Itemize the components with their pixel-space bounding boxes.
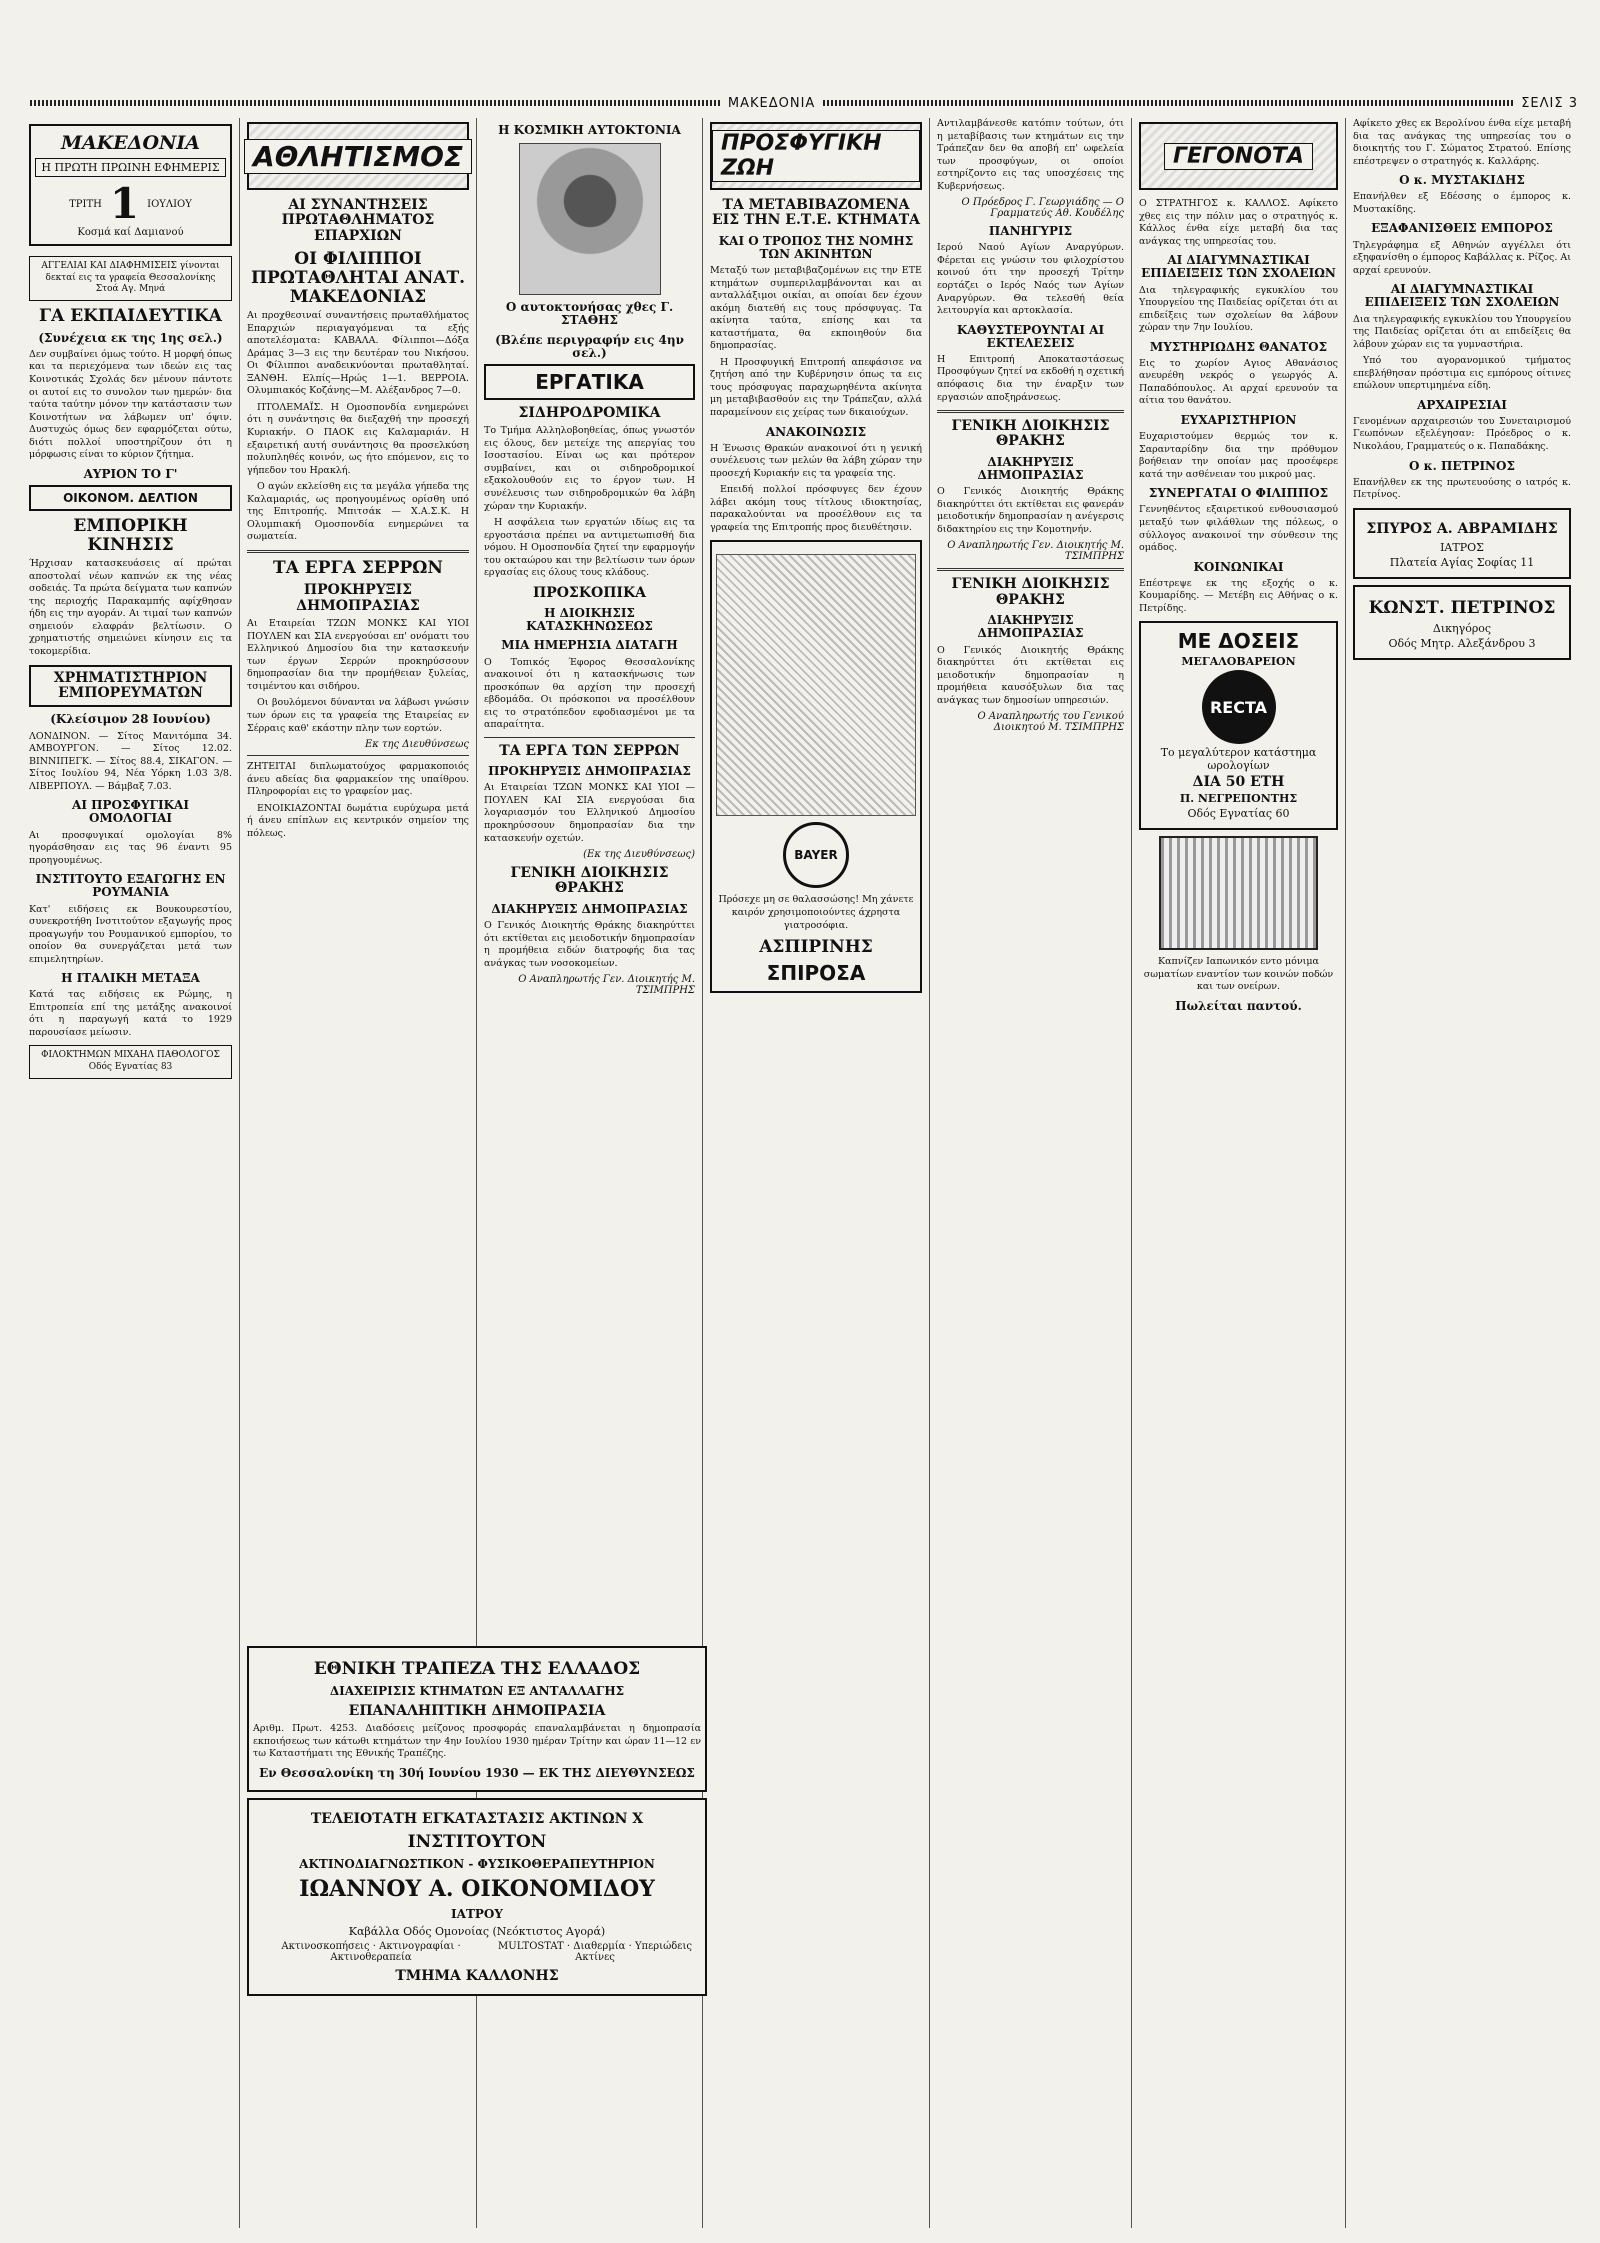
bank-sub: ΔΙΑΧΕΙΡΙΣΙΣ ΚΤΗΜΑΤΩΝ ΕΞ ΑΝΤΑΛΛΑΓΗΣ <box>329 1683 625 1698</box>
recta-text: Το μεγαλύτερον κατάστημα ωρολογίων <box>1160 746 1317 773</box>
heading-declaration: ΔΙΑΚΗΡΥΞΙΣ ΔΗΜΟΠΡΑΣΙΑΣ <box>491 901 688 916</box>
bank-ad <box>247 1646 707 1792</box>
heading-serres-works: ΤΑ ΕΡΓΑ ΣΕΡΡΩΝ <box>273 557 443 578</box>
rule-left <box>30 100 720 106</box>
heading-education: ΓΑ ΕΚΠΑΙΔΕΥΤΙΚΑ <box>39 306 222 327</box>
heading-school-shows: ΑΙ ΔΙΑΓΥΜΝΑΣΤΙΚΑΙ ΕΠΙΔΕΙΞΕΙΣ ΤΩΝ ΣΧΟΛΕΙΩΝ <box>1141 253 1336 281</box>
heading-philippi: ΟΙ ΦΙΛΙΠΠΟΙ ΠΡΩΤΑΘΛΗΤΑΙ ΑΝΑΤ. ΜΑΚΕΔΟΝΙΑΣ <box>250 249 466 307</box>
divider <box>484 737 695 738</box>
scouts-text: Ο Τοπικός Έφορος Θεσσαλονίκης ανακοινοί ότι η κατασκήνωσις των προσκόπων θα αρχίση την προσεχή εβδομάδα. Οι πρόσκοποι να προσέλθουν εις το στρατόπεδον εφοδιασμένοι με τα απαραίτητα. <box>484 656 695 731</box>
column-6 <box>1132 118 1346 2228</box>
heading-missing-merchant: ΕΞΑΦΑΝΙΣΘΕΙΣ ΕΜΠΟΡΟΣ <box>1371 221 1553 236</box>
bayer-logo: BAYER <box>783 822 849 888</box>
events-banner <box>1139 122 1338 190</box>
refugee-text-3: Η Ένωσις Θρακών ανακοινοί ότι η γενική συνέλευσις των μελών θα λάβη χώραν την προσεχή Κυριακήν εις τα γραφεία της. <box>710 442 922 479</box>
news-text-1: Αφίκετο χθες εκ Βερολίνου ένθα είχε μεταβή δια τας ανάγκας της υπηρεσίας του ο διοικητής του Γ. Σώματος Στρατού. Επίσης επέστρεψεν ο στρατηγός κ. Καλλάρης. <box>1353 118 1571 167</box>
heading-social: ΚΟΙΝΩΝΙΚΑΙ <box>1193 559 1284 574</box>
heading-petrinos: Ο κ. ΠΕΤΡΙΝΟΣ <box>1409 458 1515 473</box>
xray-services <box>253 1941 701 1963</box>
refugee-sign: Ο Πρόεδρος Γ. Γεωργιάδης — Ο Γραμματεύς Αθ. Κουδέλης <box>961 197 1124 220</box>
page-label: ΣΕΛΙΣ 3 <box>1521 95 1578 111</box>
heading-school-exhibits: ΑΙ ΔΙΑΓΥΜΝΑΣΤΙΚΑΙ ΕΠΙΔΕΙΞΕΙΣ ΤΩΝ ΣΧΟΛΕΙΩΝ <box>1364 282 1560 310</box>
news-text-4: Δια τηλεγραφικής εγκυκλίου του Υπουργείου της Παιδείας ορίζεται ότι αι επιδείξεις θα λάβουν χώραν εις τα γυμναστήρια. <box>1353 313 1571 350</box>
thrace-sign-3: Ο Αναπληρωτής του Γενικού Διοικητού Μ. ΤΣΙΜΠΡΗΣ <box>977 711 1124 734</box>
xray-ad <box>247 1798 707 1996</box>
doctor-ad: ΦΙΛΟΚΤΗΜΩΝ ΜΙΧΑΗΛ ΠΑΘΟΛΟΓΟΣ Οδός Εγνατίας 83 <box>29 1045 232 1078</box>
thrace-sign-2: Ο Αναπληρωτής Γεν. Διοικητής Μ. ΤΣΙΜΠΡΗΣ <box>947 540 1124 563</box>
heading-cooperatives: ΑΙ ΠΡΟΣΦΥΓΙΚΑΙ ΟΜΟΛΟΓΙΑΙ <box>72 798 189 826</box>
cooperatives-text: Αι προσφυγικαί ομολογίαι 8% ηγοράσθησαν εις τας 96 έναντι 95 προηγουμένως. <box>29 829 232 866</box>
heading-tenure: ΚΑΙ Ο ΤΡΟΠΟΣ ΤΗΣ ΝΟΜΗΣ ΤΩΝ ΑΚΙΝΗΤΩΝ <box>718 233 914 261</box>
heading-institute: ΙΝΣΤΙΤΟΥΤΟ ΕΞΑΓΩΓΗΣ ΕΝ ΡΟΥΜΑΝΙΑ <box>35 872 226 900</box>
heading-thanks: ΕΥΧΑΡΙΣΤΗΡΙΟΝ <box>1180 412 1297 427</box>
lawyer-name: ΚΩΝΣΤ. ΠΕΤΡΙΝΟΣ <box>1368 598 1556 619</box>
xray-address: Καβάλλα Οδός Ομονοίας (Νεόκτιστος Αγορά) <box>348 1924 606 1938</box>
thrace-sign: Ο Αναπληρωτής Γεν. Διοικητής Μ. ΤΣΙΜΠΡΗΣ <box>518 974 695 997</box>
divider <box>937 410 1124 413</box>
recta-store: ΜΕΓΑΛΟΒΑΡΕΙΟΝ <box>1181 655 1296 669</box>
heading-mystery-death: ΜΥΣΤΗΡΙΩΔΗΣ ΘΑΝΑΤΟΣ <box>1149 339 1328 354</box>
refugee-banner-title: ΠΡΟΣΦΥΓΙΚΗ ΖΩΗ <box>712 130 920 182</box>
recta-logo: RECTA <box>1202 670 1276 744</box>
xray-footer: ΤΜΗΜΑ ΚΑΛΛΟΝΗΣ <box>395 1967 559 1984</box>
refugee-text-4: Επειδή πολλοί πρόσφυγες δεν έχουν λάβει ακόμη τους τίτλους ιδιοκτησίας, παρακαλούνται να προσέλθουν εις τα γραφεία της Επιτροπής προς διευθέτησιν. <box>710 484 922 533</box>
tender-text-1: Αι Εταιρείαι ΤΖΩΝ ΜΟΝΚΣ ΚΑΙ ΥΙΟΙ ΠΟΥΛΕΝ και ΣΙΑ ενεργούσαι επ' ονόματι του Ελληνικού Δημοσίου δια την κατασκευήν των έργων Σερρών προκηρύσσουν δημοπρασίαν δια την προμήθειαν ξυλείας, τσιμέντου και σιδήρου. <box>247 618 469 692</box>
recta-price: ΔΙΑ 50 ΕΤΗ <box>1192 774 1285 791</box>
portrait-image <box>519 143 661 295</box>
sports-banner-title: ΑΘΛΗΤΙΣΜΟΣ <box>244 139 472 174</box>
column-1 <box>22 118 240 2228</box>
divider <box>247 550 469 553</box>
divider <box>247 755 469 756</box>
cigarette-sub: Πωλείται παντού. <box>1175 998 1302 1013</box>
doctor-ad-1 <box>1353 508 1571 579</box>
education-text: Δεν συμβαίνει όμως τούτο. Η μορφή όπως και τα περιεχόμενα των ιδεών εις τας Κοινοτικάς Σχολάς δεν μένουν πάντοτε οι αυτοί εις το συνολον των ημερών· δια ταύτα ταύτην μόνον την κατάστασιν των Κοινοτήτων να λάβωμεν υπ' όψιν. Δυστυχώς όμως δεν εφαρμόζεται ούτω, διότι πολλοί υποστηρίζουν ότι η μόρφωσις είναι το κύριον ζήτημα. <box>29 348 233 461</box>
sports-banner <box>247 122 469 190</box>
heading-exchange: ΧΡΗΜΑΤΙΣΤΗΡΙΟΝ ΕΜΠΟΡΕΥΜΑΤΩΝ <box>29 665 232 708</box>
heading-tender-2: ΠΡΟΚΗΡΥΞΙΣ ΔΗΜΟΠΡΑΣΙΑΣ <box>488 764 691 779</box>
heading-mystakidis: Ο κ. ΜΥΣΤΑΚΙΔΗΣ <box>1399 173 1525 188</box>
news-text-3: Τηλεγράφημα εξ Αθηνών αγγέλλει ότι εξηφανίσθη ο έμπορος Καβάλλας κ. Ρίζος. Αι αρχαί ερευνούν. <box>1353 239 1571 276</box>
bank-text: Αριθμ. Πρωτ. 4253. Διαδόσεις μείζονος προσφοράς επαναλαμβάνεται η δημοπρασία εκποιήσεως των κάτωθι κτημάτων την 4ην Ιουλίου 1930 ημέραν Τρίτην και ώραν 11—12 εν τω Καταστήματι της Εθνικής Τραπέζης. <box>253 1723 701 1760</box>
doctor-1-name: ΣΠΥΡΟΣ Α. ΑΒΡΑΜΙΔΗΣ <box>1366 520 1558 537</box>
heading-tender: ΠΡΟΚΗΡΥΞΙΣ ΔΗΜΟΠΡΑΣΙΑΣ <box>296 582 420 614</box>
sports-text-2: ΠΤΟΛΕΜΑΪΣ. Η Ομοσπονδία ενημερώνει ότι η συνάντησις θα διεξαχθή την προσεχή Κυριακήν. Ο ΠΑΟΚ εις Καλαμαριάν. Η εξαιρετική αυτή συνάντησις θα προσελκύση πολυπληθές κοινόν, ως ήτο επόμενον, εις το γήπεδον του Ηρακλή. <box>247 401 469 476</box>
paper-mast <box>29 124 232 246</box>
refugee-banner <box>710 122 922 190</box>
events-text-1: Ο ΣΤΡΑΤΗΓΟΣ κ. ΚΑΛΛΟΣ. Αφίκετο χθες εις την πόλιν μας ο στρατηγός κ. Κάλλος ένθα είχε μεταβή δια τας ανάγκας της υπηρεσίας του. <box>1139 198 1338 247</box>
lawyer-ad <box>1353 585 1571 660</box>
column-5 <box>930 118 1132 2228</box>
xray-doctor-title: ΙΑΤΡΟΥ <box>451 1906 503 1921</box>
tender-text-2: Οι βουλόμενοι δύνανται να λάβωσι γνώσιν των όρων εις τα γραφεία της Εταιρείας εν Σέρραις καθ' εκάστην πλην των εορτών. <box>247 697 469 734</box>
column-4 <box>703 118 930 2228</box>
sports-text-3: Ο αγών εκλείσθη εις τα μεγάλα γήπεδα της Καλαμαριάς, ως προηγουμένως ορίσθη υπό της Επιτροπής. Μπιτσάκ — Χ.Α.Σ.Κ. Η Ολυμπιακή Ομοσπονδία ενημερώνει τα σωματεία. <box>247 481 469 543</box>
commerce-text: Ήρχισαν κατασκευάσεις αί πρώται αποστολαί νέων καπνών εκ της νέας σοδειάς. Τα πρώτα δείγματα των καπνών της περιοχής Παρακαμπής αφίχθησαν ήδη εις την αγοράν. Αι τιμαί των καπνών σημειούν ελαφράν βελτίωσιν. Ο χρηματιστής σημειώνει κίνησιν εις τα τοκομερίδια. <box>29 558 232 657</box>
events-text-6: Επέστρεψε εκ της εξοχής ο κ. Κουμαρίδης. — Μετέβη εις Αθήνας ο κ. Πετρίδης. <box>1139 577 1338 614</box>
date-row <box>35 179 226 228</box>
events-text-5: Γεννηθέντος εξαιρετικού ενθουσιασμού μεταξύ των φιλάθλων της πόλεως, ο σύλλογος ανακοινοί την σύνθεσιν της ομάδος. <box>1139 504 1338 554</box>
italian-text: Κατά τας ειδήσεις εκ Ρώμης, η Επιτροπεία επί της μετάξης ανακοινοί ότι η παραγωγή κατά το 1929 παρουσίασε μείωσιν. <box>29 989 232 1038</box>
education-sub: (Συνέχεια εκ της 1ης σελ.) <box>38 330 223 345</box>
heading-order: ΜΙΑ ΗΜΕΡΗΣΙΑ ΔΙΑΤΑΓΗ <box>501 638 678 653</box>
railway-text-1: Το Τμήμα Αλληλοβοηθείας, όπως γνωστόν εις όλους, δεν μετείχε της απεργίας του Ισοστασίου. Είναι ως και πρότερον συμβαίνει, και οι σιδηροδρομικοί εξακολουθούν εις το έργον των. Η συνέλευσις των σιδηροδρομικών θα λάβη χώραν την Κυριακήν. <box>484 425 695 512</box>
heading-scouts: ΠΡΟΣΚΟΠΙΚΑ <box>532 584 646 601</box>
portrait-caption: Ο αυτοκτονήσας χθες Γ. ΣΤΑΘΗΣ <box>505 300 674 328</box>
xray-services-left: Ακτινοσκοπήσεις · Ακτινογραφίαι · Ακτινοθεραπεία <box>281 1940 461 1963</box>
heading-declaration-2: ΔΙΑΚΗΡΥΞΙΣ ΔΗΜΟΠΡΑΣΙΑΣ <box>977 454 1084 483</box>
events-banner-title: ΓΕΓΟΝΟΤΑ <box>1164 143 1313 170</box>
lawyer-title: Δικηγόρος <box>1432 621 1492 635</box>
feast-text: Ιερού Ναού Αγίων Αναργύρων. Φέρεται εις γνώσιν του φιλοχρίστου κοινού ότι την προσεχή Τρίτην εορτάζει ο Ιερός Ναός των Αγίων Αναργύρων. Θα τελεσθή θεία λειτουργία και αρτοκλασία. <box>937 242 1124 317</box>
heading-railway: ΣΙΔΗΡΟΔΡΟΜΙΚΑ <box>518 404 661 421</box>
rule-right <box>823 100 1513 106</box>
paper-name: ΜΑΚΕΔΟΝΙΑ <box>727 95 816 111</box>
bayer-tag: ΣΠΙΡΟΣΑ <box>766 960 866 985</box>
bayer-ad <box>710 540 922 992</box>
heading-commerce: ΕΜΠΟΡΙΚΗ ΚΙΝΗΣΙΣ <box>73 515 188 555</box>
portrait-caption-sub: (Βλέπε περιγραφήν εις 4ην σελ.) <box>495 332 684 360</box>
recta-ad <box>1139 621 1338 830</box>
xray-doctor: ΙΩΑΝΝΟΥ Α. ΟΙΚΟΝΟΜΙΔΟΥ <box>299 1876 655 1903</box>
news-text-5: Υπό του αγορανομικού τμήματος επεβλήθησαν πρόστιμα εις εμπόρους οίτινες επώλουν υπερτιμημένα είδη. <box>1353 355 1571 392</box>
tender-text-3: Αι Εταιρείαι ΤΖΩΝ ΜΟΝΚΣ ΚΑΙ ΥΙΟΙ — ΠΟΥΛΕΝ ΚΑΙ ΣΙΑ ενεργούσαι δια λογαριασμόν του Ελληνικού Δημοσίου προκηρύσσουν δημοπρασίαν δια την κατασκευήν οχετών. <box>484 782 695 844</box>
bank-notice <box>247 1640 707 2002</box>
econ-box: ΟΙΚΟΝΟΜ. ΔΕΛΤΙΟΝ <box>29 485 232 511</box>
sports-text-1: Αι προχθεσιναί συναντήσεις πρωταθλήματος Επαρχιών περιαγαγόμεναι τα εξής αποτελέσματα: ΚΑΒΑΛΑ. Φίλιπποι—Δόξα Δράμας 3—3 εις την δευτέραν του Νικήσου. Οι Φίλιπποι αναδεικνύονται πρωταθληταί. ΞΑΝΘΗ. Ελπίς—Ηρώς 1—1. ΒΕΡΡΟΙΑ. Ολυμπιακός Κοζάνης—Μ. Αλέξανδρος 7—0. <box>247 310 469 397</box>
doctor-1-title: ΙΑΤΡΟΣ <box>1440 541 1484 555</box>
news-text-2: Επανήλθεν εξ Εδέσσης ο έμπορος κ. Μυστακίδης. <box>1353 191 1571 215</box>
cigarette-box-image <box>1159 836 1318 950</box>
bank-auction: ΕΠΑΝΑΛΗΠΤΙΚΗ ΔΗΜΟΠΡΑΣΙΑ <box>348 1702 606 1719</box>
mast-name: ΜΑΚΕΔΟΝΙΑ <box>60 132 201 154</box>
column-7 <box>1346 118 1578 2228</box>
mast-sub: Η ΠΡΩΤΗ ΠΡΩΙΝΗ ΕΦΗΜΕΡΙΣ <box>35 158 226 177</box>
thrace-text: Ο Γενικός Διοικητής Θράκης διακηρύττει ότι εκτίθεται εις μειοδοτικήν δημοπρασίαν η προμήθεια ειδών διατροφής δια τας ανάγκας των νοσοκομείων. <box>484 920 695 969</box>
exchange-sub: (Κλείσιμον 28 Ιουνίου) <box>50 712 211 727</box>
divider <box>937 568 1124 571</box>
date-num: 1 <box>109 179 140 228</box>
ads-box: ΑΓΓΕΛΙΑΙ ΚΑΙ ΔΙΑΦΗΜΙΣΕΙΣ γίνονται δεκταί εις τα γραφεία Θεσσαλονίκης Στοά Αγ. Μηνά <box>29 256 232 301</box>
refugee-text-1: Μεταξύ των μεταβιβαζομένων εις την ΕΤΕ κτημάτων συμπεριλαμβάνονται και αι ανταλλάξιμοι οικίαι, αι οποίαι δεν έχουν ακόμη διατεθή εις τους πρόσφυγας. Τα ακίνητα ταύτα, επίσης και τα καταστήματα, θα εκποιηθούν δια δημοπρασίας. <box>710 265 922 352</box>
classified-2: ΕΝΟΙΚΙΑΖΟΝΤΑΙ δωμάτια ευρύχωρα μετά ή άνευ επίπλων εις κεντρικόν σημείον της πόλεως. <box>247 802 469 839</box>
heading-delays: ΚΑΘΥΣΤΕΡΟΥΝΤΑΙ ΑΙ ΕΚΤΕΛΕΣΕΙΣ <box>956 322 1105 350</box>
heading-serres-works-2: ΤΑ ΕΡΓΑ ΤΩΝ ΣΕΡΡΩΝ <box>499 742 680 759</box>
date-day: ΤΡΙΤΗ <box>69 198 102 210</box>
classified-1: ΖΗΤΕΙΤΑΙ διπλωματούχος φαρμακοποιός άνευ αδείας δια φαρμακείον της υπαίθρου. Πληροφορίαι εις το γραφείον μας. <box>247 761 469 798</box>
heading-camp: Η ΔΙΟΙΚΗΣΙΣ ΚΑΤΑΣΚΗΝΩΣΕΩΣ <box>526 606 653 634</box>
xray-institute: ΙΝΣΤΙΤΟΥΤΟΝ <box>407 1832 547 1853</box>
education-sign: ΑΥΡΙΟΝ ΤΟ Γ' <box>83 466 178 481</box>
heading-declaration-3: ΔΙΑΚΗΡΥΞΙΣ ΔΗΜΟΠΡΑΣΙΑΣ <box>977 613 1084 641</box>
events-text-3: Εις το χωρίον Αγιος Αθανάσιος ανευρέθη νεκρός ο γεωργός Α. Παπαδόπουλος. Αι αρχαί ερευνούν τα αίτια του θανάτου. <box>1139 357 1338 407</box>
recta-name: Π. ΝΕΓΡΕΠΟΝΤΗΣ <box>1179 792 1298 806</box>
recta-address: Οδός Εγνατίας 60 <box>1187 807 1290 821</box>
heading-announcement: ΑΝΑΚΟΙΝΩΣΙΣ <box>765 424 867 439</box>
events-text-4: Ευχαριστούμεν θερμώς τον κ. Σαρανταρίδην δια την πρόθυμον βοήθειαν την οποίαν μας προσέφερε κατά την ασθένειαν του μικρού μας. <box>1139 431 1338 480</box>
recta-heading: ΜΕ ΔΟΣΕΙΣ <box>1177 629 1300 654</box>
refugee-text-5: Αντιλαμβάνεσθε κατόπιν τούτων, ότι η μεταβίβασις των κτημάτων εις την Τράπεζαν δεν θα αποβή επ' ωφελεία των προσφύγων, οι οποίοι εστηρίζοντο εις τας υποσχέσεις της Κυβερνήσεως. <box>937 118 1124 192</box>
bank-footer: Εν Θεσσαλονίκη τη 30ή Ιουνίου 1930 — ΕΚ ΤΗΣ ΔΙΕΥΘΥΝΣΕΩΣ <box>259 1765 695 1780</box>
heading-elections: ΑΡΧΑΙΡΕΣΙΑΙ <box>1417 397 1507 412</box>
bank-title: ΕΘΝΙΚΗ ΤΡΑΠΕΖΑ ΤΗΣ ΕΛΛΑΔΟΣ <box>313 1659 641 1679</box>
xray-title: ΤΕΛΕΙΟΤΑΤΗ ΕΓΚΑΤΑΣΤΑΣΙΣ ΑΚΤΙΝΩΝ Χ <box>310 1811 644 1828</box>
xray-services-right: MULTOSTAT · Διαθερμία · Υπεριώδεις Ακτίνες <box>498 1940 692 1963</box>
xray-subtitle: ΑΚΤΙΝΟΔΙΑΓΝΩΣΤΙΚΟΝ - ΦΥΣΙΚΟΘΕΡΑΠΕΥΤΗΡΙΟΝ <box>299 1857 655 1872</box>
institute-text: Κατ' ειδήσεις εκ Βουκουρεστίου, συνεκροτήθη Ινστιτούτον εξαγωγής προς προαγωγήν του Ρουμανικού εμπορίου, το οποίον θα συνεργάζεται μετά των επιμελητηρίων. <box>29 903 232 965</box>
bayer-slogan: Πρόσεχε μη σε θαλασσώσης! Μη χάνετε καιρόν χρησιμοποιούντες άχρηστα γιατροσόφια. <box>718 894 914 931</box>
doctor-1-address: Πλατεία Αγίας Σοφίας 11 <box>1389 556 1535 570</box>
bayer-illustration <box>716 554 916 816</box>
thrace-text-2: Ο Γενικός Διοικητής Θράκης διακηρύττει ότι εκτίθεται εις φανεράν μειοδοτικήν δημοπρασίαν η ανέγερσις διδακτηρίου εις την Κομοτηνήν. <box>937 486 1124 535</box>
labor-banner: ΕΡΓΑΤΙΚΑ <box>484 364 695 400</box>
heading-italian: Η ΙΤΑΛΙΚΗ ΜΕΤΑΞΑ <box>61 971 200 986</box>
tender-sign-2: (Εκ της Διευθύνσεως) <box>583 849 695 861</box>
date-month: ΙΟΥΛΙΟΥ <box>147 198 192 210</box>
heading-feast: ΠΑΝΗΓΥΡΙΣ <box>988 224 1073 239</box>
cigarette-text: Καπνίζεν Ιαπωνικόν εντο μόνιμα σωματίων εναντίον των κοινών ποδών και των ονείρων. <box>1143 956 1334 993</box>
heading-transfers: ΤΑ ΜΕΤΑΒΙΒΑΖΟΜΕΝΑ ΕΙΣ ΤΗΝ Ε.Τ.Ε. ΚΤΗΜΑΤΑ <box>711 197 921 229</box>
thrace-text-3: Ο Γενικός Διοικητής Θράκης διακηρύττει ότι εκτίθεται εις μειοδοτικήν δημοπρασίαν η προμήθεια καυσόξυλων δια τας ανάγκας των δημοσίων υπηρεσιών. <box>937 644 1124 706</box>
railway-text-2: Η ασφάλεια των εργατών ιδίως εις τα εργοστάσια πρέπει να αντιμετωπισθή δια νόμου. Η Ομοσπονδία ζητεί την εφαρμογήν του οκταώρου και την βελτίωσιν των όρων εργασίας εις όλους τους κλάδους. <box>484 517 695 579</box>
refugee-text-2: Η Προσφυγική Επιτροπή απεφάσισε να ζητήση από την Κυβέρνησιν όπως τα εις τους πρόσφυγας παραχωρηθέντα ακίνητα μη μεταβιβασθούν εις την Τράπεζαν, αλλά παραμείνουν εις χείρας των δικαιούχων. <box>710 356 922 418</box>
heading-thrace-2: ΓΕΝΙΚΗ ΔΙΟΙΚΗΣΙΣ ΘΡΑΚΗΣ <box>951 418 1110 450</box>
delays-text: Η Επιτροπή Αποκαταστάσεως Προσφύγων ζητεί να εκδοθή η σχετική απόφασις δια την έναρξιν των εργασιών αποξηράνσεως. <box>937 353 1124 403</box>
news-text-7: Επανήλθεν εκ της πρωτευούσης ο ιατρός κ. Πετρίνος. <box>1353 476 1571 501</box>
heading-thrace: ΓΕΝΙΚΗ ΔΙΟΙΚΗΣΙΣ ΘΡΑΚΗΣ <box>510 865 669 897</box>
top-rule <box>22 96 1578 110</box>
exchange-text: ΛΟΝΔΙΝΟΝ. — Σίτος Μανιτόμπα 34. ΑΜΒΟΥΡΓΟΝ. — Σίτος 12.02. ΒΙΝΝΙΠΕΓΚ. — Σίτος 88.4, ΣΙΚΑΓΟΝ. — Σίτος Ιουλίου 94, Νέα Υόρκη 1.03 3/8. ΛΙΒΕΡΠΟΥΛ. — Βάμβαξ 7.03. <box>29 730 232 792</box>
tender-sign: Εκ της Διευθύνσεως <box>364 739 469 751</box>
date-line: Κοσμά καί Δαμιανού <box>77 227 184 238</box>
heading-championship: ΑΙ ΣΥΝΑΝΤΗΣΕΙΣ ΠΡΩΤΑΘΛΗΜΑΤΟΣ ΕΠΑΡΧΙΩΝ <box>281 197 435 244</box>
events-text-2: Δια τηλεγραφικής εγκυκλίου του Υπουργείου της Παιδείας ορίζεται ότι αι επιδείξεις των σχολείων θα λάβουν χώραν την 7ην Ιουλίου. <box>1139 284 1338 334</box>
heading-philippos: ΣΥΝΕΡΓΑΤΑΙ Ο ΦΙΛΙΠΠΟΣ <box>1148 486 1329 501</box>
heading-thrace-3: ΓΕΝΙΚΗ ΔΙΟΙΚΗΣΙΣ ΘΡΑΚΗΣ <box>951 576 1110 608</box>
lawyer-address: Οδός Μητρ. Αλεξάνδρου 3 <box>1388 636 1536 650</box>
news-text-6: Γενομένων αρχαιρεσιών του Συνεταιρισμού Γεωπόνων εξελέγησαν: Πρόεδρος ο κ. Νικολάου, Γραμματεύς ο κ. Παπαδάκης. <box>1353 415 1571 452</box>
bayer-product: ΑΣΠΙΡΙΝΗΣ <box>759 937 873 958</box>
heading-suicide: Η ΚΟΣΜΙΚΗ ΑΥΤΟΚΤΟΝΙΑ <box>498 123 681 137</box>
